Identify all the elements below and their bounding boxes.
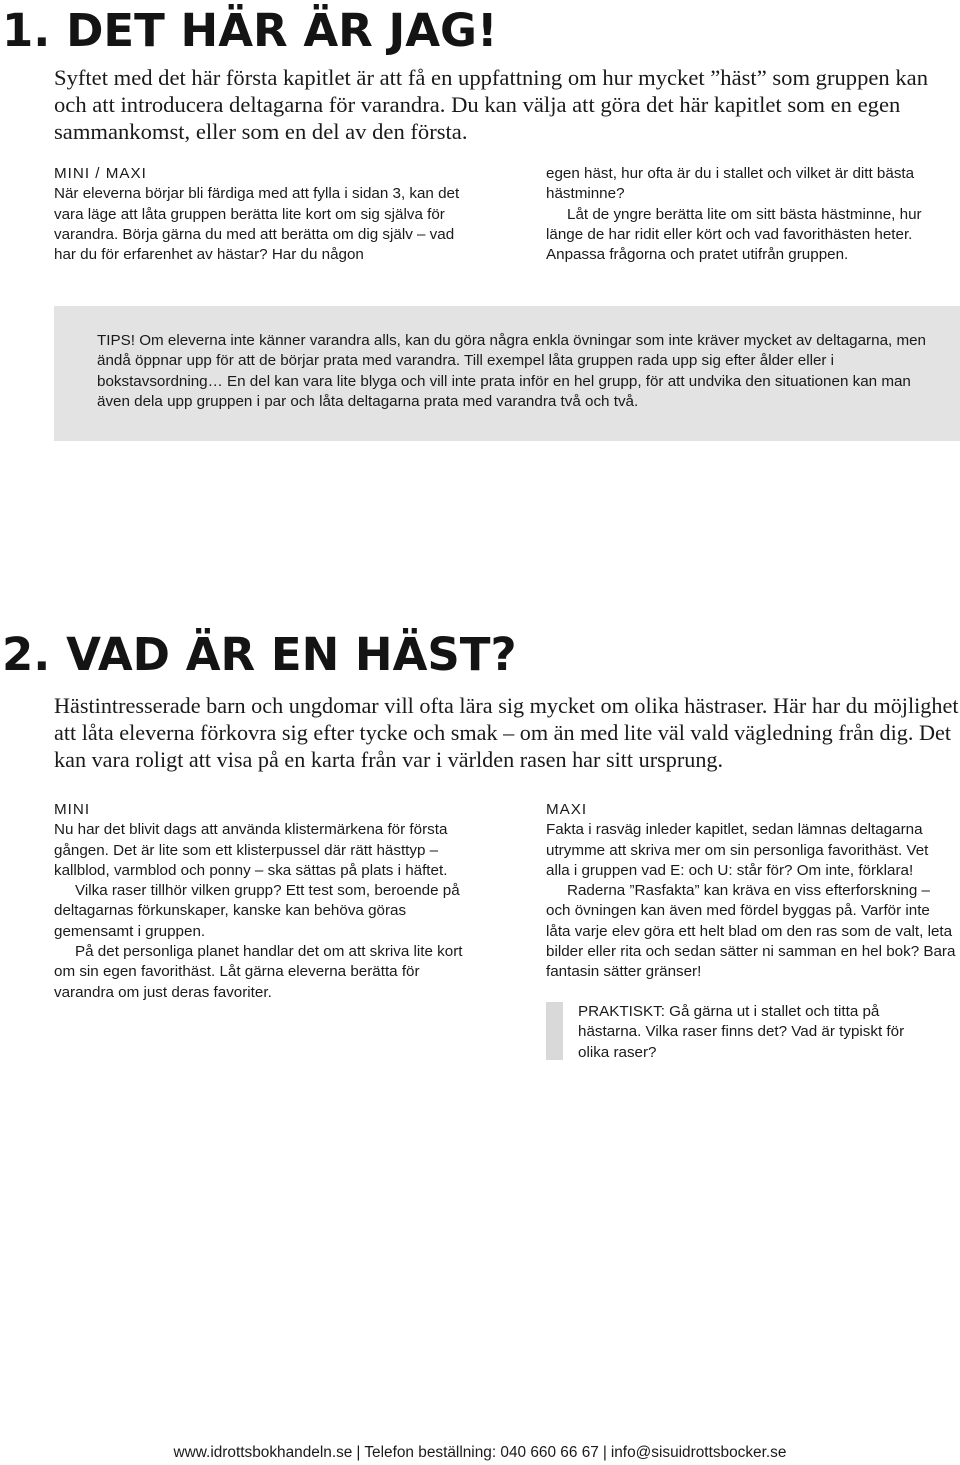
practical-accent-bar [546,1002,563,1060]
footer-website-link[interactable]: www.idrottsbokhandeln.se [173,1444,353,1461]
section1-heading: 1. DET HÄR ÄR JAG! [2,4,498,57]
practical-box [546,1002,936,1060]
footer-separator: | [602,1444,607,1461]
footer-phone: Telefon beställning: 040 660 66 67 [364,1444,599,1461]
tips-text [97,331,927,412]
section2-heading: 2. VAD ÄR EN HÄST? [2,628,517,681]
mini-text-2: Vilka raser tillhör vilken grupp? Ett test som, beroende på deltagarnas förkunskaper, kanske kan behöva göras gemensamt i gruppen. [54,882,460,940]
section1-left-text: När eleverna börjar bli färdiga med att fylla i sidan 3, kan det vara läge att låta gruppen berätta lite kort om sig själva för varandra. Börja gärna du med att berätta om dig själv – vad har du för erfarenhet av hästar? Har du någon [54,185,460,264]
maxi-label: MAXI [546,801,588,818]
tips-box [54,306,960,441]
section1-right-column [546,164,956,265]
section2-intro: Hästintresserade barn och ungdomar vill ofta lära sig mycket om olika hästraser. Här har du möjlighet att låta eleverna förkovra sig efter tycke och smak – om än med lite väl vald vägledning från dig. Det kan vara roligt att visa på en karta från var i världen rasen har sitt ursprung. [54,693,959,772]
footer-email-link[interactable]: info@sisuidrottsbocker.se [610,1444,787,1461]
mini-maxi-label: MINI / MAXI [54,165,147,182]
practical-text [578,1002,923,1063]
section1-right-text-2: Låt de yngre berätta lite om sitt bästa hästminne, hur länge de har ridit eller kört och vad favorithästen heter. Anpassa frågorna och pratet utifrån gruppen. [546,205,922,264]
maxi-text-2: Raderna ”Rasfakta” kan kräva en viss efterforskning – och övningen kan även med fördel byggas på. Varför inte låta varje elev göra ett helt blad om den ras som de valt, leta bilder eller rita och sedan sätter ni samman en hel bok? Bara fantasin sätter gränser! [546,882,956,981]
footer-separator: | [356,1444,361,1461]
mini-text-3: På det personliga planet handlar det om att skriva lite kort om sin egen favorithäst. Låt gärna eleverna berätta för varandra om just deras favoriter. [54,943,463,1001]
mini-label: MINI [54,801,91,818]
practical-lead: PRAKTISKT: [578,1003,665,1020]
practical-body: Gå gärna ut i stallet och titta på hästarna. Vilka raser finns det? Vad är typiskt för olika raser? [578,1003,905,1061]
maxi-text-1: Fakta i rasväg inleder kapitlet, sedan lämnas deltagarna utrymme att skriva mer om sin personliga favorithäst. Vet alla i gruppen vad E: och U: står för? Om inte, förklara! [546,821,929,879]
section1-right-text-1: egen häst, hur ofta är du i stallet och vilket är ditt bästa hästminne? [546,165,915,203]
maxi-column [546,800,956,983]
mini-text-1: Nu har det blivit dags att använda klistermärkena för första gången. Det är lite som ett klisterpussel där rätt hästtyp – kallblod, varmblod och ponny – ska sättas på plats i häftet. [54,821,448,879]
tips-body: Om eleverna inte känner varandra alls, kan du göra några enkla övningar som inte kräver mycket av deltagarna, men ändå öppnar upp för att de börjar prata med varandra. Till exempel låta gruppen rada upp sig efter ålder eller i bokstavsordning… En del kan vara lite blyga och vill inte prata inför en hel grupp, för att undvika den situationen kan man även dela upp gruppen i par och låta deltagarna prata med varandra två och två. [97,332,926,410]
section1-left-column [54,164,464,265]
mini-column [54,800,464,1003]
section1-intro: Syftet med det här första kapitlet är att få en uppfattning om hur mycket ”häst” som gruppen kan och att introducera deltagarna för varandra. Du kan välja att göra det här kapitlet som en egen sammankomst, eller som en del av den första. [54,65,928,144]
tips-lead: TIPS! [97,332,135,349]
footer [0,1444,960,1462]
